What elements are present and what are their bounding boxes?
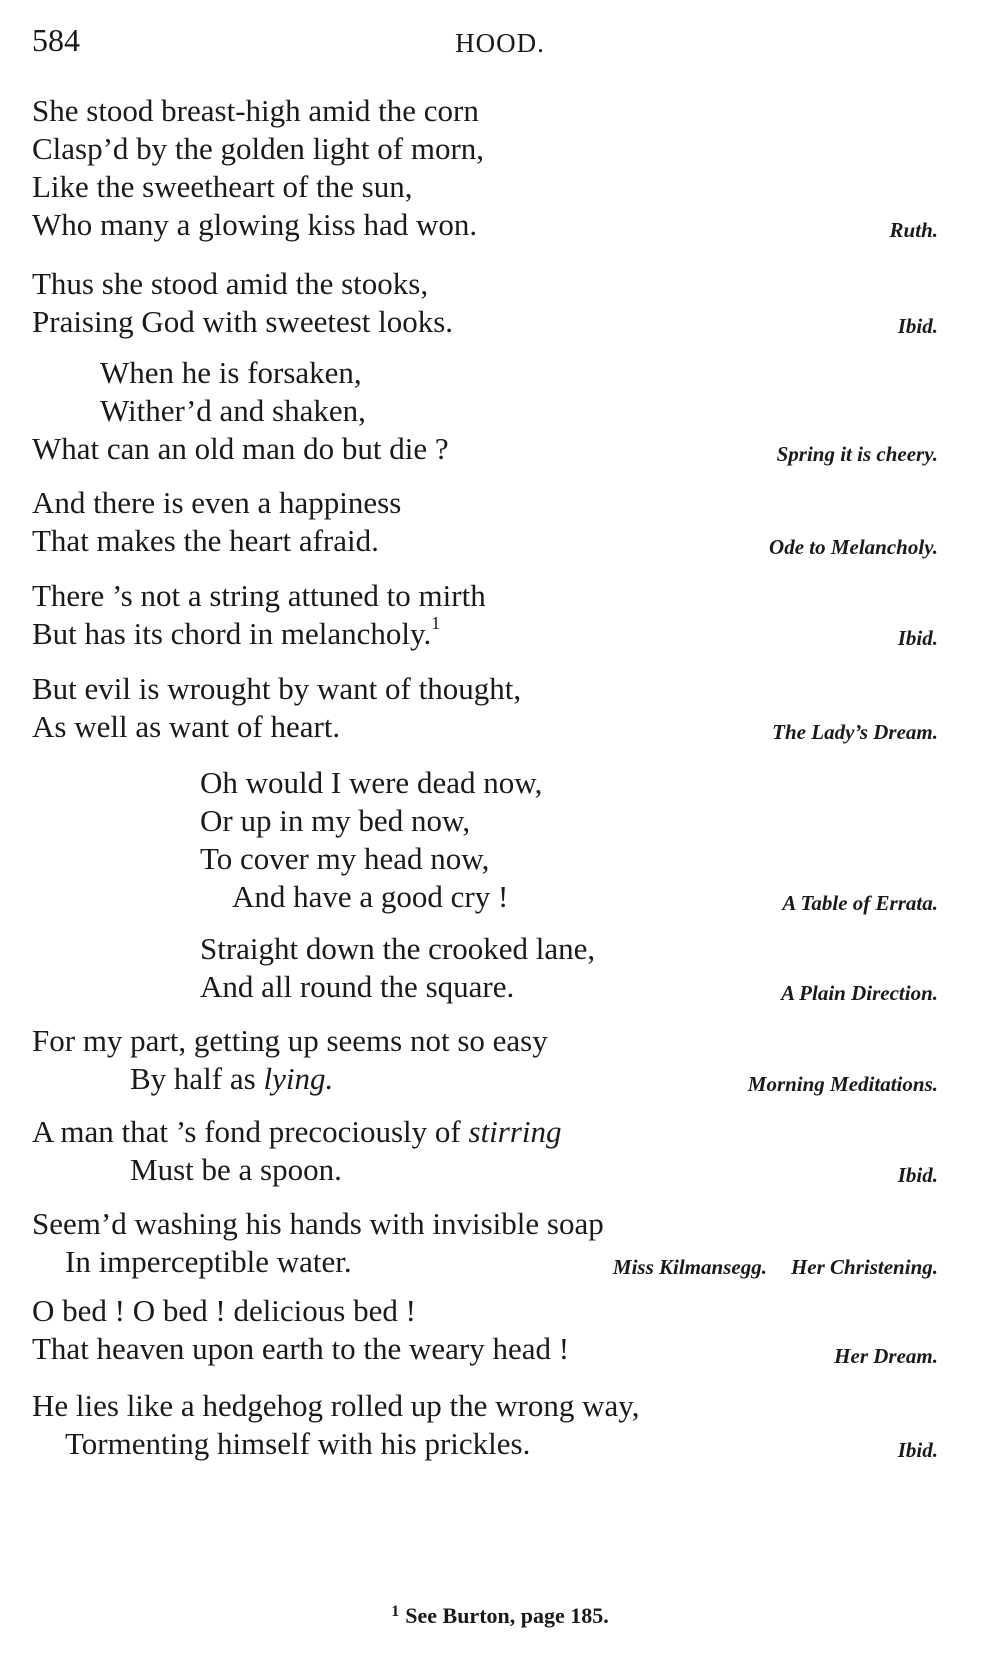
- verse-line: That heaven upon earth to the weary head !: [32, 1331, 570, 1366]
- verse-line: [32, 1116, 562, 1147]
- verse-line: Clasp’d by the golden light of morn,: [32, 131, 485, 166]
- verse-line: That makes the heart afraid.: [32, 523, 379, 558]
- verse-line: For my part, getting up seems not so easy: [32, 1023, 548, 1058]
- verse-line: As well as want of heart.: [32, 709, 341, 744]
- attribution: Ruth.: [889, 218, 938, 242]
- attribution: [613, 1257, 938, 1278]
- verse-line: Straight down the crooked lane,: [200, 931, 596, 966]
- verse-line: Thus she stood amid the stooks,: [32, 266, 429, 301]
- verse-line: When he is forsaken,: [100, 355, 362, 390]
- verse-line: Like the sweetheart of the sun,: [32, 169, 413, 204]
- attribution: Ibid.: [897, 626, 938, 650]
- verse-line: And have a good cry !: [232, 879, 509, 914]
- verse-line: She stood breast-high amid the corn: [32, 93, 479, 128]
- attribution: Ode to Melancholy.: [769, 535, 938, 559]
- verse-text: By half as: [130, 1061, 256, 1096]
- attribution: The Lady’s Dream.: [772, 720, 938, 744]
- attribution: Morning Meditations.: [747, 1072, 938, 1096]
- verse-line: What can an old man do but die ?: [32, 431, 449, 466]
- footnote: [0, 1603, 1000, 1629]
- emphasis-text: lying.: [263, 1061, 334, 1096]
- verse-line: And there is even a happiness: [32, 485, 402, 520]
- verse-line: Oh would I were dead now,: [200, 765, 543, 800]
- verse-line: Tormenting himself with his prickles.: [65, 1426, 531, 1461]
- footnote-mark: 1: [391, 1603, 400, 1620]
- verse-line: Seem’d washing his hands with invisible soap: [32, 1206, 604, 1241]
- verse-line: But evil is wrought by want of thought,: [32, 671, 522, 706]
- attribution: Ibid.: [897, 1438, 938, 1462]
- verse-line: [130, 1063, 333, 1094]
- verse-line: Wither’d and shaken,: [100, 393, 366, 428]
- attribution: Her Dream.: [834, 1344, 938, 1368]
- attribution-work: Miss Kilmansegg.: [612, 1255, 767, 1279]
- emphasis-text: stirring: [468, 1114, 562, 1149]
- verse-line: [32, 613, 441, 651]
- verse-line: To cover my head now,: [200, 841, 490, 876]
- page-number: 584: [32, 22, 80, 58]
- verse-line: Who many a glowing kiss had won.: [32, 207, 478, 242]
- verse-line: Praising God with sweetest looks.: [32, 304, 454, 339]
- verse-line: O bed ! O bed ! delicious bed !: [32, 1293, 416, 1328]
- attribution: A Table of Errata.: [782, 891, 938, 915]
- attribution-section: Her Christening.: [790, 1255, 938, 1279]
- verse-line: And all round the square.: [200, 969, 515, 1004]
- verse-line: Must be a spoon.: [130, 1152, 342, 1187]
- attribution: Ibid.: [897, 314, 938, 338]
- verse-line: There ’s not a string attuned to mirth: [32, 578, 486, 613]
- verse-text: But has its chord in melancholy.: [32, 616, 432, 651]
- verse-line: Or up in my bed now,: [200, 803, 471, 838]
- attribution: Ibid.: [897, 1163, 938, 1187]
- verse-text: A man that ’s fond precociously of: [32, 1114, 461, 1149]
- running-title: HOOD.: [455, 28, 545, 58]
- attribution: Spring it is cheery.: [776, 442, 938, 466]
- attribution: A Plain Direction.: [781, 981, 938, 1005]
- verse-line: He lies like a hedgehog rolled up the wrong way,: [32, 1388, 640, 1423]
- footnote-text: See Burton, page 185.: [405, 1603, 609, 1628]
- footnote-reference: 1: [431, 613, 441, 633]
- verse-line: In imperceptible water.: [65, 1244, 352, 1279]
